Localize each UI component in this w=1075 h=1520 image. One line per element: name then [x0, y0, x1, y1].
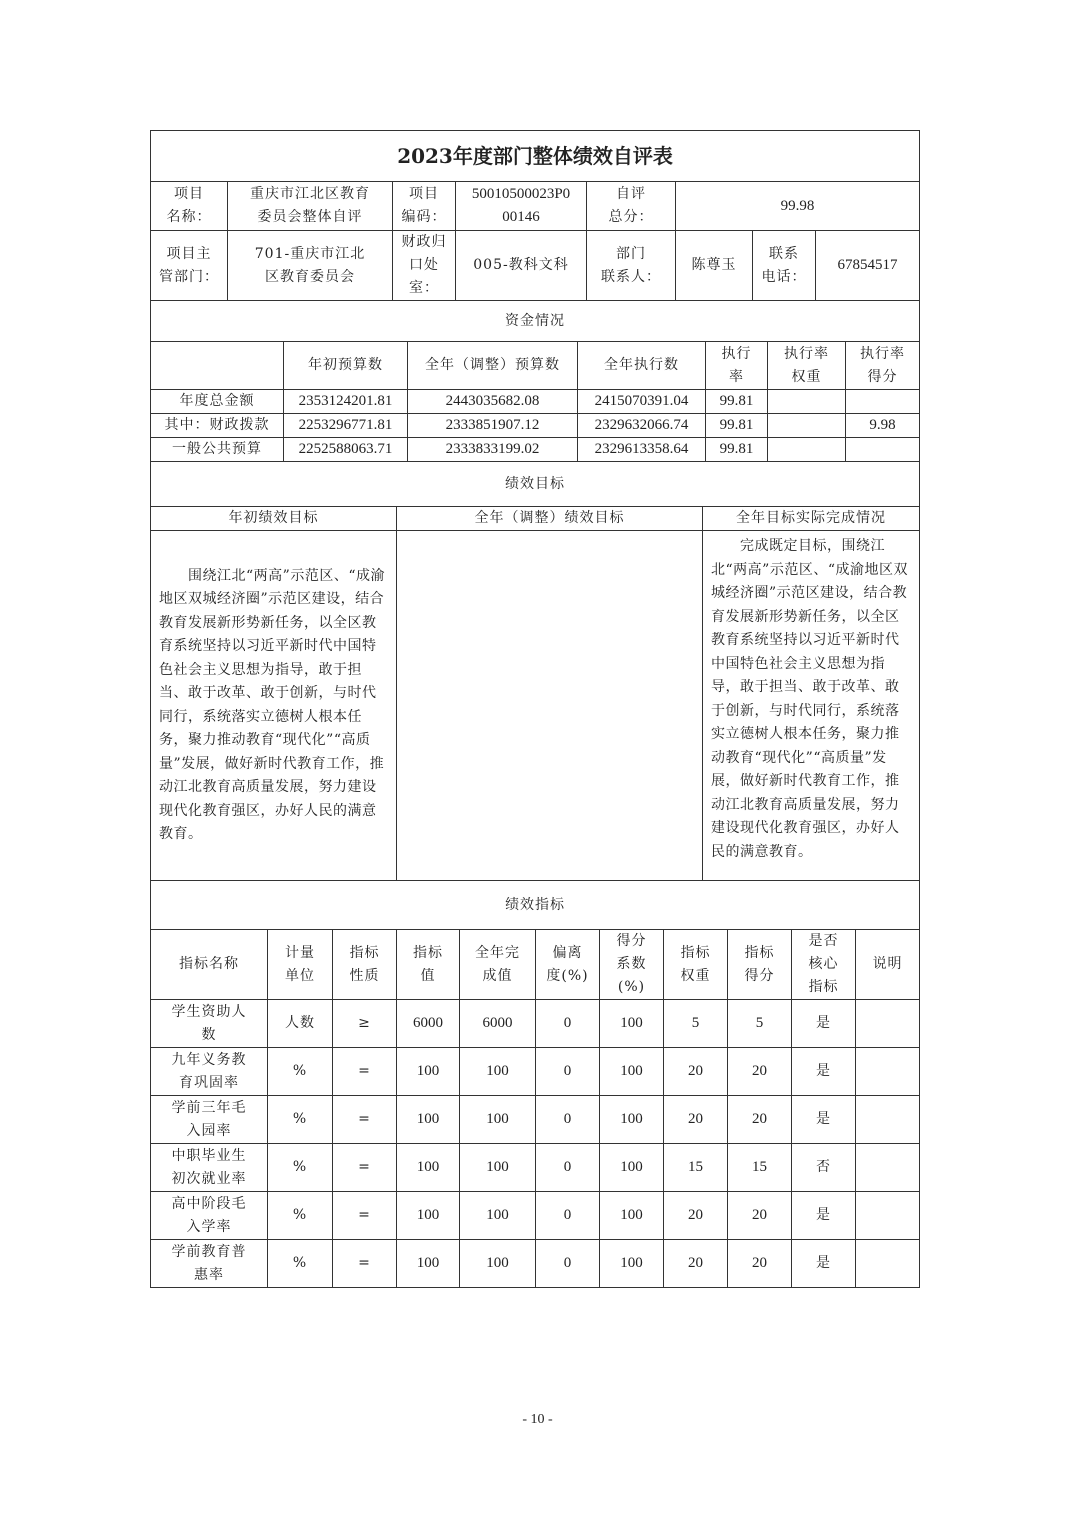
goals-table [150, 461, 920, 881]
contact-label: 部门 联系人： [587, 231, 676, 301]
indicator-header-cell: 偏离 度(%) [536, 930, 600, 1000]
indicator-cell: 100 [460, 1240, 536, 1288]
indicator-cell: = [333, 1240, 397, 1288]
indicator-cell: % [268, 1240, 333, 1288]
funds-cell: 一般公共预算 [151, 438, 284, 462]
funds-row [151, 414, 920, 438]
indicator-cell: 100 [397, 1096, 460, 1144]
phone-label: 联系 电话： [753, 231, 816, 301]
page-number: - 10 - [522, 1412, 553, 1427]
indicator-cell: 0 [536, 1096, 600, 1144]
indicator-header-cell: 得分 系数 (%) [600, 930, 664, 1000]
indicator-cell: ≥ [333, 1000, 397, 1048]
indicator-header-cell: 指标 值 [397, 930, 460, 1000]
indicator-cell: 100 [600, 1048, 664, 1096]
indicator-cell [856, 1048, 920, 1096]
project-code-value: 50010500023P0 00146 [456, 182, 587, 231]
funds-cell: 2353124201.81 [284, 390, 408, 414]
indicator-row [151, 1144, 920, 1192]
indicator-cell: 15 [664, 1144, 728, 1192]
funds-cell [846, 438, 920, 462]
indicator-name: 高中阶段毛 入学率 [151, 1192, 268, 1240]
indicator-cell: 100 [397, 1048, 460, 1096]
indicator-cell: 是 [792, 1192, 856, 1240]
indicator-cell: 100 [397, 1144, 460, 1192]
indicator-row [151, 1048, 920, 1096]
funds-header-cell [151, 342, 284, 390]
indicator-name: 学前教育普 惠率 [151, 1240, 268, 1288]
indicator-cell: 0 [536, 1192, 600, 1240]
indicator-cell: 人数 [268, 1000, 333, 1048]
funds-cell [768, 390, 846, 414]
indicator-cell: 6000 [397, 1000, 460, 1048]
indicator-cell: 20 [728, 1240, 792, 1288]
goals-header-initial: 年初绩效目标 [151, 507, 397, 531]
indicator-row [151, 1000, 920, 1048]
funds-header-cell: 全年（调整）预算数 [408, 342, 578, 390]
indicator-cell: % [268, 1144, 333, 1192]
indicator-cell: 是 [792, 1240, 856, 1288]
phone-value: 67854517 [816, 231, 920, 301]
indicator-row [151, 1096, 920, 1144]
indicator-cell: 5 [728, 1000, 792, 1048]
indicator-cell: 100 [600, 1144, 664, 1192]
funds-header-cell: 执行 率 [706, 342, 768, 390]
indicator-cell [856, 1096, 920, 1144]
indicator-cell [856, 1144, 920, 1192]
funds-cell [846, 390, 920, 414]
funds-cell: 年度总金额 [151, 390, 284, 414]
indicator-cell: 0 [536, 1240, 600, 1288]
indicator-header-cell: 指标 性质 [333, 930, 397, 1000]
funds-cell: 2333851907.12 [408, 414, 578, 438]
funds-row [151, 438, 920, 462]
indicator-cell [856, 1000, 920, 1048]
indicator-cell: 100 [397, 1192, 460, 1240]
funds-cell: 2253296771.81 [284, 414, 408, 438]
funds-cell: 99.81 [706, 414, 768, 438]
indicator-cell: 100 [460, 1096, 536, 1144]
indicator-row [151, 1192, 920, 1240]
funds-cell: 99.81 [706, 438, 768, 462]
indicator-cell: 20 [728, 1192, 792, 1240]
funds-cell [768, 438, 846, 462]
indicator-header-cell: 是否 核心 指标 [792, 930, 856, 1000]
funds-cell: 2333833199.02 [408, 438, 578, 462]
goals-header-actual: 全年目标实际完成情况 [703, 507, 920, 531]
indicator-cell: 5 [664, 1000, 728, 1048]
indicator-cell: 0 [536, 1144, 600, 1192]
indicator-cell [856, 1240, 920, 1288]
funds-cell: 2443035682.08 [408, 390, 578, 414]
indicator-header-cell: 指标名称 [151, 930, 268, 1000]
indicator-cell: 100 [600, 1000, 664, 1048]
funds-row [151, 390, 920, 414]
funds-section-title: 资金情况 [151, 301, 920, 342]
indicator-row [151, 1240, 920, 1288]
indicator-cell: 0 [536, 1048, 600, 1096]
indicator-cell: = [333, 1192, 397, 1240]
indicator-cell: % [268, 1048, 333, 1096]
indicator-cell: 20 [664, 1096, 728, 1144]
funds-cell [768, 414, 846, 438]
indicator-cell: 是 [792, 1048, 856, 1096]
funds-cell: 其中：财政拨款 [151, 414, 284, 438]
self-score-label: 自评 总分： [587, 182, 676, 231]
indicator-cell: 100 [397, 1240, 460, 1288]
indicator-name: 学生资助人 数 [151, 1000, 268, 1048]
self-score-value: 99.98 [676, 182, 920, 231]
indicator-cell: 20 [664, 1192, 728, 1240]
indicator-cell: 100 [460, 1192, 536, 1240]
funds-table [150, 300, 920, 462]
indicator-cell: 100 [600, 1240, 664, 1288]
indicator-cell: = [333, 1144, 397, 1192]
project-name-label: 项目 名称： [151, 182, 228, 231]
indicator-name: 学前三年毛 入园率 [151, 1096, 268, 1144]
funds-cell: 2415070391.04 [578, 390, 706, 414]
indicator-cell: 0 [536, 1000, 600, 1048]
goal-actual-text: 完成既定目标，围绕江北“两高”示范区、“成渝地区双城经济圈”示范区建设，结合教育发展新形势新任务，以全区教育系统坚持以习近平新时代中国特色社会主义思想为指导，敢于担当、敢于改革、敢于创新，与时代同行，系统落实立德树人根本任务，聚力推动教育“现代化”“高质量”发展，做好新时代教育工作，推动江北教育高质量发展，努力建设现代化教育强区，办好人民的满意教育。 [703, 531, 920, 881]
indicator-cell: 20 [664, 1048, 728, 1096]
funds-cell: 9.98 [846, 414, 920, 438]
indicator-header-cell: 指标 得分 [728, 930, 792, 1000]
indicators-section-title: 绩效指标 [151, 881, 920, 930]
goal-adjusted-text [397, 531, 703, 881]
finance-office-value: 005-教科文科 [456, 231, 587, 301]
indicator-cell: 6000 [460, 1000, 536, 1048]
indicator-cell: 100 [460, 1048, 536, 1096]
goal-initial-text: 围绕江北“两高”示范区、“成渝地区双城经济圈”示范区建设，结合教育发展新形势新任务，以全区教育系统坚持以习近平新时代中国特色社会主义思想为指导，敢于担当、敢于改革、敢于创新，与时代同行，系统落实立德树人根本任务，聚力推动教育“现代化”“高质量”发展，做好新时代教育工作，推动江北教育高质量发展，努力建设现代化教育强区，办好人民的满意教育。 [151, 531, 397, 881]
project-name-value: 重庆市江北区教育 委员会整体自评 [228, 182, 393, 231]
indicator-header-cell: 说明 [856, 930, 920, 1000]
goals-header-adjusted: 全年（调整）绩效目标 [397, 507, 703, 531]
indicator-cell: 100 [600, 1192, 664, 1240]
dept-value: 701-重庆市江北 区教育委员会 [228, 231, 393, 301]
indicator-cell: 15 [728, 1144, 792, 1192]
indicator-cell: 20 [728, 1096, 792, 1144]
indicator-cell: 是 [792, 1096, 856, 1144]
form-title: 2023年度部门整体绩效自评表 [151, 131, 920, 182]
indicator-name: 中职毕业生 初次就业率 [151, 1144, 268, 1192]
indicator-header-cell: 全年完 成值 [460, 930, 536, 1000]
indicator-cell: = [333, 1048, 397, 1096]
header-table [150, 130, 920, 301]
funds-cell: 2252588063.71 [284, 438, 408, 462]
funds-header-cell: 执行率 权重 [768, 342, 846, 390]
funds-cell: 2329632066.74 [578, 414, 706, 438]
indicator-cell: 20 [728, 1048, 792, 1096]
indicator-cell: % [268, 1096, 333, 1144]
indicator-cell: 100 [460, 1144, 536, 1192]
indicator-cell: 是 [792, 1000, 856, 1048]
finance-office-label: 财政归 口处室： [393, 231, 456, 301]
indicator-cell: 100 [600, 1096, 664, 1144]
indicator-cell: % [268, 1192, 333, 1240]
indicator-cell: = [333, 1096, 397, 1144]
project-code-label: 项目 编码： [393, 182, 456, 231]
indicator-rows [151, 1000, 920, 1288]
indicator-cell [856, 1192, 920, 1240]
indicators-table [150, 880, 920, 1288]
dept-label: 项目主 管部门： [151, 231, 228, 301]
indicator-header-cell: 指标 权重 [664, 930, 728, 1000]
funds-header-cell: 年初预算数 [284, 342, 408, 390]
contact-value: 陈尊玉 [676, 231, 753, 301]
indicator-cell: 20 [664, 1240, 728, 1288]
funds-header-cell: 执行率 得分 [846, 342, 920, 390]
goals-section-title: 绩效目标 [151, 462, 920, 507]
funds-cell: 99.81 [706, 390, 768, 414]
indicator-header-cell: 计量 单位 [268, 930, 333, 1000]
funds-cell: 2329613358.64 [578, 438, 706, 462]
indicator-cell: 否 [792, 1144, 856, 1192]
indicator-name: 九年义务教 育巩固率 [151, 1048, 268, 1096]
funds-header-cell: 全年执行数 [578, 342, 706, 390]
evaluation-sheet [150, 130, 919, 1288]
